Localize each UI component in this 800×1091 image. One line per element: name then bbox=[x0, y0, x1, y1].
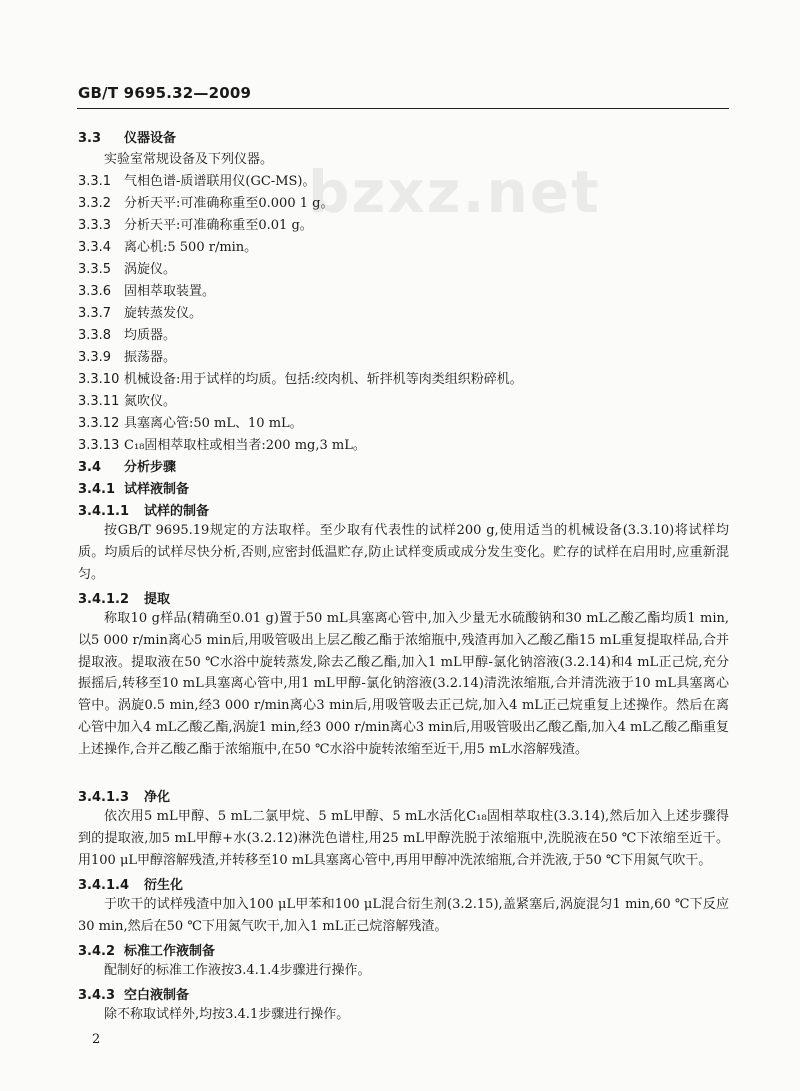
watermark: bzxz.net bbox=[308, 158, 601, 226]
paragraph-3-4-2: 配制好的标准工作液按3.4.1.4步骤进行操作。 bbox=[104, 963, 371, 978]
section-heading-3-4-3: 3.4.3 空白液制备 bbox=[78, 988, 190, 1003]
paragraph-3-4-1-3: 依次用5 mL甲醇、5 mL二氯甲烷、5 mL甲醇、5 mL水活化C₁₈固相萃取柱(3.3.14),然后加入上述步骤得到的提取液,加5 mL甲醇+水(3.2.12)淋洗色谱柱,用25 mL甲醇洗脱于浓缩瓶中,洗脱液在50 ℃下浓缩至近干。用100 μL甲醇溶解残渣,并转移至10 mL具塞离心管中,再用甲醇冲洗浓缩瓶,合并洗液,于50 ℃下用氮气吹干。 bbox=[78, 809, 729, 868]
section-heading-3-3: 3.3 仪器设备 bbox=[78, 131, 177, 146]
list-item: 3.3.1 气相色谱-质谱联用仪(GC-MS)。 bbox=[78, 174, 316, 189]
section-heading-3-4-1-4: 3.4.1.4 衍生化 bbox=[78, 878, 184, 893]
section-heading-3-4-1-3: 3.4.1.3 净化 bbox=[78, 790, 171, 805]
list-item: 3.3.11 氮吹仪。 bbox=[78, 394, 177, 409]
list-item: 3.3.8 均质器。 bbox=[78, 328, 177, 343]
section-heading-3-4-1-1: 3.4.1.1 试样的制备 bbox=[78, 504, 210, 519]
paragraph-3-4-1-4: 于吹干的试样残渣中加入100 μL甲苯和100 μL混合衍生剂(3.2.15),盖紧塞后,涡旋混匀1 min,60 ℃下反应30 min,然后在50 ℃下用氮气吹干,加入1 mL正己烷溶解残渣。 bbox=[78, 897, 729, 934]
section-heading-3-4-2: 3.4.2 标准工作液制备 bbox=[78, 944, 216, 959]
paragraph-3-4-3: 除不称取试样外,均按3.4.1步骤进行操作。 bbox=[104, 1007, 350, 1022]
section-intro-3-3: 实验室常规设备及下列仪器。 bbox=[104, 152, 274, 167]
list-item: 3.3.5 涡旋仪。 bbox=[78, 262, 177, 277]
section-heading-3-4: 3.4 分析步骤 bbox=[78, 460, 177, 475]
list-item: 3.3.4 离心机:5 500 r/min。 bbox=[78, 240, 258, 255]
list-item: 3.3.10 机械设备:用于试样的均质。包括:绞肉机、斩拌机等肉类组织粉碎机。 bbox=[78, 372, 523, 387]
paragraph-3-4-1-1: 按GB/T 9695.19规定的方法取样。至少取有代表性的试样200 g,使用适当的机械设备(3.3.10)将试样均质。均质后的试样尽快分析,否则,应密封低温贮存,防止试样变质或成分发生变化。贮存的试样在启用时,应重新混匀。 bbox=[78, 523, 729, 582]
list-item: 3.3.3 分析天平:可准确称重至0.01 g。 bbox=[78, 218, 313, 233]
section-heading-3-4-1-2: 3.4.1.2 提取 bbox=[78, 592, 171, 607]
paragraph-3-4-1-2: 称取10 g样品(精确至0.01 g)置于50 mL具塞离心管中,加入少量无水硫酸钠和30 mL乙酸乙酯均质1 min,以5 000 r/min离心5 min后,用吸管吸出上层乙酸乙酯于浓缩瓶中,残渣再加入乙酸乙酯15 mL重复提取样品,合并提取液。提取液在50 ℃水浴中旋转蒸发,除去乙酸乙酯,加入1 mL甲醇-氯化钠溶液(3.2.14)和4 mL正己烷,充分振摇后,转移至10 mL具塞离心管中,用1 mL甲醇-氯化钠溶液(3.2.14)清洗浓缩瓶,合并清洗液于10 mL具塞离心管中。涡旋0.5 min,经3 000 r/min离心3 min后,用吸管吸去正己烷,加入4 mL正己烷重复上述操作。然后在离心管中加入4 mL乙酸乙酯,涡旋1 min,经3 000 r/min离心3 min后,用吸管吸出乙酸乙酯,加入4 mL乙酸乙酯重复上述操作,合并乙酸乙酯于浓缩瓶中,在50 ℃水浴中旋转浓缩至近干,用5 mL水溶解残渣。 bbox=[78, 611, 729, 757]
list-item: 3.3.13 C₁₈固相萃取柱或相当者:200 mg,3 mL。 bbox=[78, 438, 366, 453]
list-item: 3.3.6 固相萃取装置。 bbox=[78, 284, 216, 299]
list-item: 3.3.12 具塞离心管:50 mL、10 mL。 bbox=[78, 416, 303, 431]
list-item: 3.3.2 分析天平:可准确称重至0.000 1 g。 bbox=[78, 196, 334, 211]
list-item: 3.3.7 旋转蒸发仪。 bbox=[78, 306, 203, 321]
list-item: 3.3.9 振荡器。 bbox=[78, 350, 177, 365]
page-number: 2 bbox=[92, 1032, 101, 1047]
standard-number: GB/T 9695.32—2009 bbox=[78, 84, 252, 102]
header-rule bbox=[77, 108, 729, 109]
section-heading-3-4-1: 3.4.1 试样液制备 bbox=[78, 482, 190, 497]
